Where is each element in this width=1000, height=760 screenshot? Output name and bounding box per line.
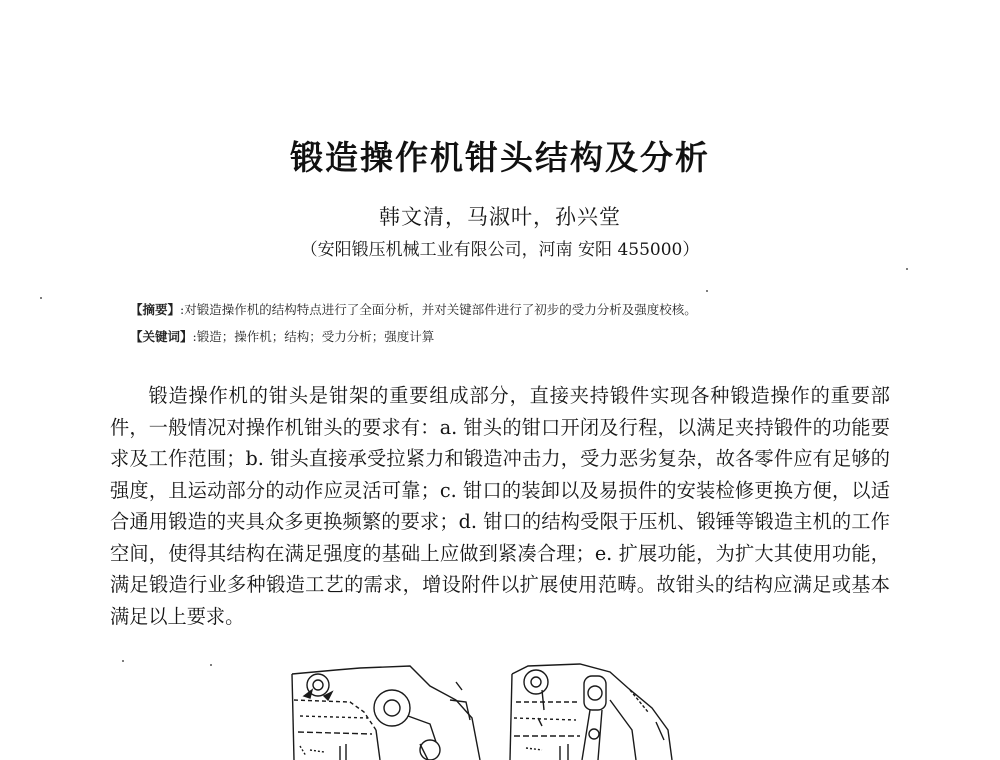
abstract-text: :对锻造操作机的结构特点进行了全面分析，并对关键部件进行了初步的受力分析及强度校核。	[180, 302, 697, 317]
paper-affiliation: （安阳锻压机械工业有限公司，河南 安阳 455000）	[300, 240, 700, 260]
clamp-head-figure	[280, 660, 720, 760]
clamp-left-view	[292, 666, 480, 760]
paper-title: 锻造操作机钳头结构及分析	[290, 138, 710, 177]
scan-speck	[706, 290, 708, 292]
body-paragraph: 锻造操作机的钳头是钳架的重要组成部分，直接夹持锻件实现各种锻造操作的重要部件，一般情况对操作机钳头的要求有：a. 钳头的钳口开闭及行程，以满足夹持锻件的功能要求及工作范围；b. 钳头直接承受拉紧力和锻造冲击力，受力恶劣复杂，故各零件应有足够的强度，且运动部分的动作应灵活可靠；c. 钳口的装卸以及易损件的安装检修更换方便，以适合通用锻造的夹具众多更换频繁的要求；d. 钳口的结构受限于压机、锻锤等锻造主机的工作空间，使得其结构在满足强度的基础上应做到紧凑合理；e. 扩展功能，为扩大其使用功能，满足锻造行业多种锻造工艺的需求，增设附件以扩展使用范畴。故钳头的结构应满足或基本满足以上要求。	[110, 384, 890, 628]
paper-authors: 韩文清，马淑叶，孙兴堂	[379, 205, 621, 229]
keywords-text: :锻造；操作机；结构；受力分析；强度计算	[192, 329, 435, 344]
clamp-drawing	[280, 660, 720, 760]
abstract-label: 【摘要】	[130, 302, 181, 317]
keywords-label: 【关键词】	[130, 329, 193, 344]
keywords	[130, 327, 434, 345]
abstract	[130, 300, 697, 318]
scan-speck	[40, 297, 42, 299]
scan-speck	[122, 660, 124, 662]
scan-speck	[210, 664, 212, 666]
scan-speck	[906, 268, 908, 270]
clamp-right-view	[510, 664, 672, 760]
